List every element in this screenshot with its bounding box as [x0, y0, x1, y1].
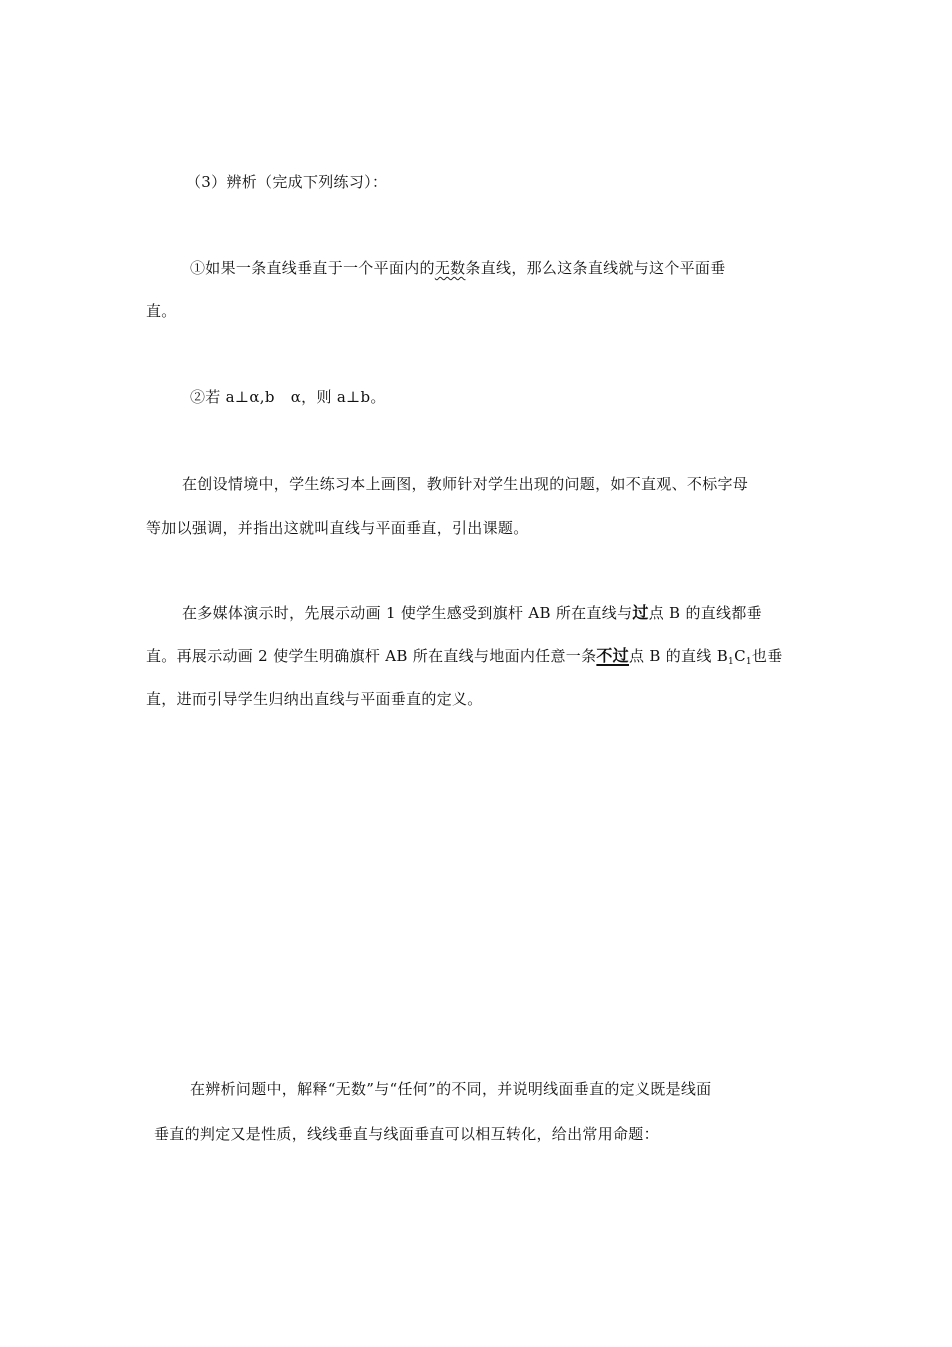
exercise-1-line-2: 直。 [146, 302, 177, 320]
exercise-2-part-1: ②若 a⊥α,b [190, 388, 275, 406]
exercise-heading: （3）辨析（完成下列练习）： [186, 173, 388, 191]
paragraph-analysis-line-2: 垂直的判定又是性质，线线垂直与线面垂直可以相互转化，给出常用命题： [154, 1125, 659, 1143]
paragraph-multimedia-line-2 [146, 646, 783, 672]
paragraph-multimedia-line-3: 直，进而引导学生归纳出直线与平面垂直的定义。 [146, 690, 483, 708]
bold-word-guo: 过 [632, 603, 649, 622]
multimedia-line-2-mid: 点 B 的直线 B [628, 647, 729, 665]
exercise-1-text-post: 条直线，那么这条直线就与这个平面垂 [465, 259, 726, 277]
multimedia-line-1-post: 点 B 的直线都垂 [648, 604, 762, 622]
multimedia-line-2-post: 也垂 [751, 647, 783, 665]
exercise-1-text-pre: ①如果一条直线垂直于一个平面内的 [190, 259, 435, 277]
exercise-1-line-1 [190, 258, 726, 278]
paragraph-situation-line-2: 等加以强调，并指出这就叫直线与平面垂直，引出课题。 [146, 519, 529, 537]
paragraph-multimedia-line-1 [182, 603, 762, 623]
subscript-b1: 1 [728, 657, 735, 667]
wavy-underlined-word: 无数 [434, 259, 466, 277]
paragraph-situation-line-1: 在创设情境中，学生练习本上画图，教师针对学生出现的问题，如不直观、不标字母 [182, 475, 749, 493]
exercise-2 [190, 387, 386, 407]
multimedia-line-1-pre: 在多媒体演示时，先展示动画 1 使学生感受到旗杆 AB 所在直线与 [182, 604, 633, 622]
bold-word-buguo: 不过 [596, 646, 629, 665]
letter-c: C [734, 647, 746, 665]
exercise-2-part-2: α，则 a⊥b。 [290, 388, 386, 406]
multimedia-line-2-pre: 直。再展示动画 2 使学生明确旗杆 AB 所在直线与地面内任意一条 [146, 647, 597, 665]
paragraph-analysis-line-1: 在辨析问题中，解释“无数”与“任何”的不同，并说明线面垂直的定义既是线面 [190, 1080, 712, 1098]
subscript-c1: 1 [745, 657, 752, 667]
